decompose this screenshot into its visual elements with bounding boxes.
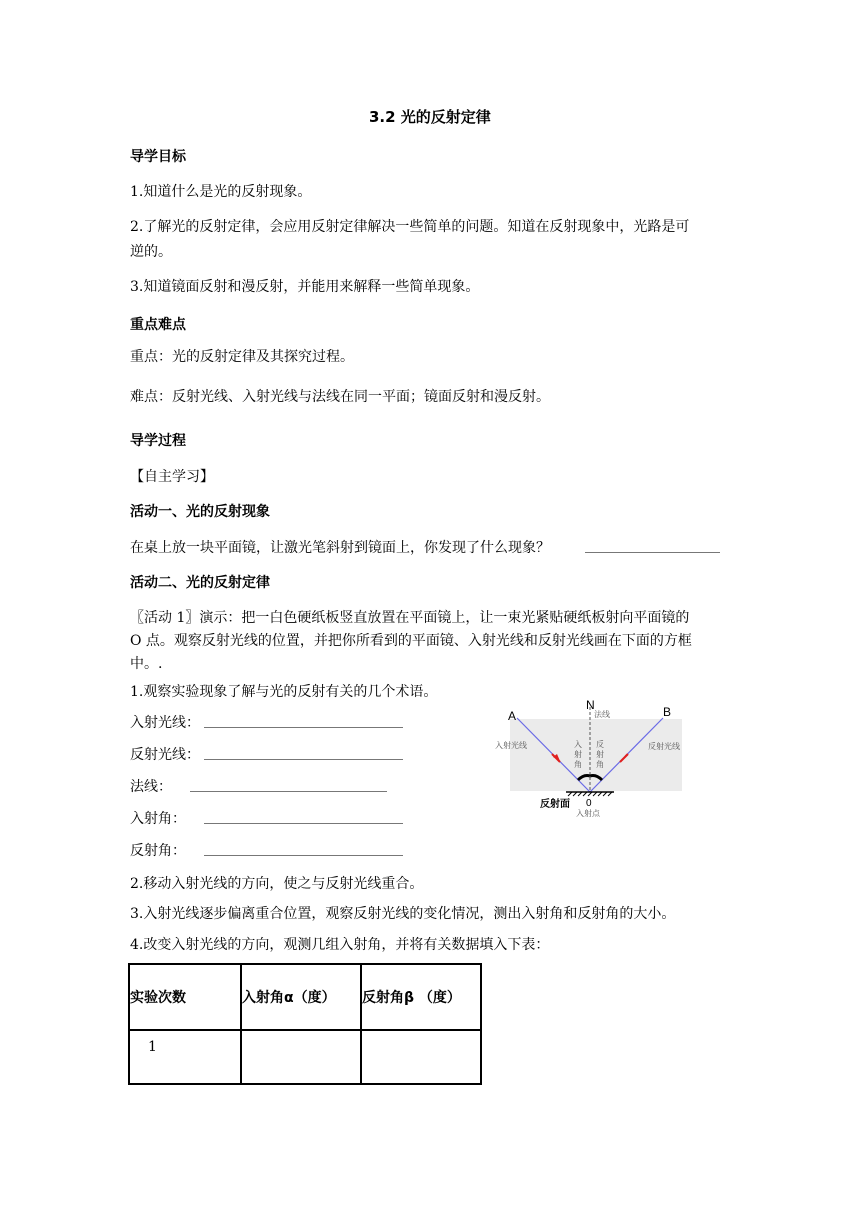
demo-line3: 中。. <box>130 656 163 672</box>
objectives-heading: 导学目标 <box>130 149 186 165</box>
objective-3: 3.知道镜面反射和漫反射，并能用来解释一些简单现象。 <box>130 279 480 295</box>
row-1-incident-angle-cell[interactable] <box>241 1030 361 1084</box>
objective-2-line2: 逆的。 <box>130 244 172 260</box>
table-header-cell <box>129 964 241 1030</box>
objective-2-line1: 2.了解光的反射定律，会应用反射定律解决一些简单的问题。知道在反射现象中，光路是可 <box>130 219 690 235</box>
reflection-diagram <box>490 697 710 827</box>
process-heading: 导学过程 <box>130 433 186 449</box>
incident-ray-blank[interactable] <box>204 726 403 728</box>
table-header-cell <box>241 964 361 1030</box>
label-A: A <box>508 709 517 723</box>
row-1-trial: 1 <box>148 1039 157 1055</box>
label-B: B <box>663 705 672 719</box>
incident-angle-char-1: 入 <box>574 740 582 749</box>
reflection-angle-char-2: 射 <box>596 750 604 759</box>
demo-line1: 〖活动 1〗演示：把一白色硬纸板竖直放置在平面镜上，让一束光紧贴硬纸板射向平面镜的 <box>130 610 690 626</box>
incidence-point-label: 入射点 <box>576 809 600 818</box>
term-normal: 法线： <box>130 779 172 795</box>
term-incident-angle: 入射角： <box>130 811 186 827</box>
term-reflection-angle: 反射角： <box>130 843 186 859</box>
normal-blank[interactable] <box>190 790 387 792</box>
activity1-heading: 活动一、光的反射现象 <box>130 504 270 520</box>
incident-angle-blank[interactable] <box>204 822 403 824</box>
header-reflection-angle: 反射角β （度） <box>362 990 461 1006</box>
key-point: 重点：光的反射定律及其探究过程。 <box>130 349 354 365</box>
activity1-text: 在桌上放一块平面镜，让激光笔斜射到镜面上，你发现了什么现象？ <box>130 540 550 556</box>
objective-1: 1.知道什么是光的反射现象。 <box>130 184 312 200</box>
activity1-answer-blank[interactable] <box>585 551 720 553</box>
page-title: 3.2 光的反射定律 <box>369 108 491 126</box>
step-2: 2.移动入射光线的方向，使之与反射光线重合。 <box>130 876 424 892</box>
activity2-heading: 活动二、光的反射定律 <box>130 575 270 591</box>
mirror-label: 反射面 <box>540 799 570 810</box>
header-trial-count: 实验次数 <box>130 990 186 1006</box>
key-points-heading: 重点难点 <box>130 317 186 333</box>
header-incident-angle: 入射角α（度） <box>242 990 336 1006</box>
normal-label: 法线 <box>594 710 610 719</box>
incident-angle-char-3: 角 <box>574 760 582 769</box>
term-incident-ray: 入射光线： <box>130 715 200 731</box>
table-row <box>129 1030 481 1084</box>
demo-line2: O 点。观察反射光线的位置，并把你所看到的平面镜、入射光线和反射光线画在下面的方框 <box>130 633 692 649</box>
point-O-label: 0 <box>586 798 592 809</box>
incident-angle-char-2: 射 <box>574 750 582 759</box>
reflection-angle-char-3: 角 <box>596 760 604 769</box>
self-study-label: 【自主学习】 <box>130 469 214 485</box>
reflection-angle-blank[interactable] <box>204 854 403 856</box>
reflected-ray-label: 反射光线 <box>648 742 680 751</box>
reflection-angle-char-1: 反 <box>596 740 604 749</box>
step-3: 3.入射光线逐步偏离重合位置，观察反射光线的变化情况，测出入射角和反射角的大小。 <box>130 906 676 922</box>
table-header-row <box>129 964 481 1030</box>
label-N: N <box>586 698 595 712</box>
term-reflected-ray: 反射光线： <box>130 747 200 763</box>
step-4: 4.改变入射光线的方向，观测几组入射角，并将有关数据填入下表： <box>130 937 550 953</box>
step-1: 1.观察实验现象了解与光的反射有关的几个术语。 <box>130 684 438 700</box>
data-table <box>128 963 482 1085</box>
incident-ray-label: 入射光线 <box>495 741 527 750</box>
reflected-ray-blank[interactable] <box>204 758 403 760</box>
table-cell <box>129 1030 241 1084</box>
table-header-cell <box>361 964 481 1030</box>
row-1-reflection-angle-cell[interactable] <box>361 1030 481 1084</box>
difficult-point: 难点：反射光线、入射光线与法线在同一平面；镜面反射和漫反射。 <box>130 389 550 405</box>
